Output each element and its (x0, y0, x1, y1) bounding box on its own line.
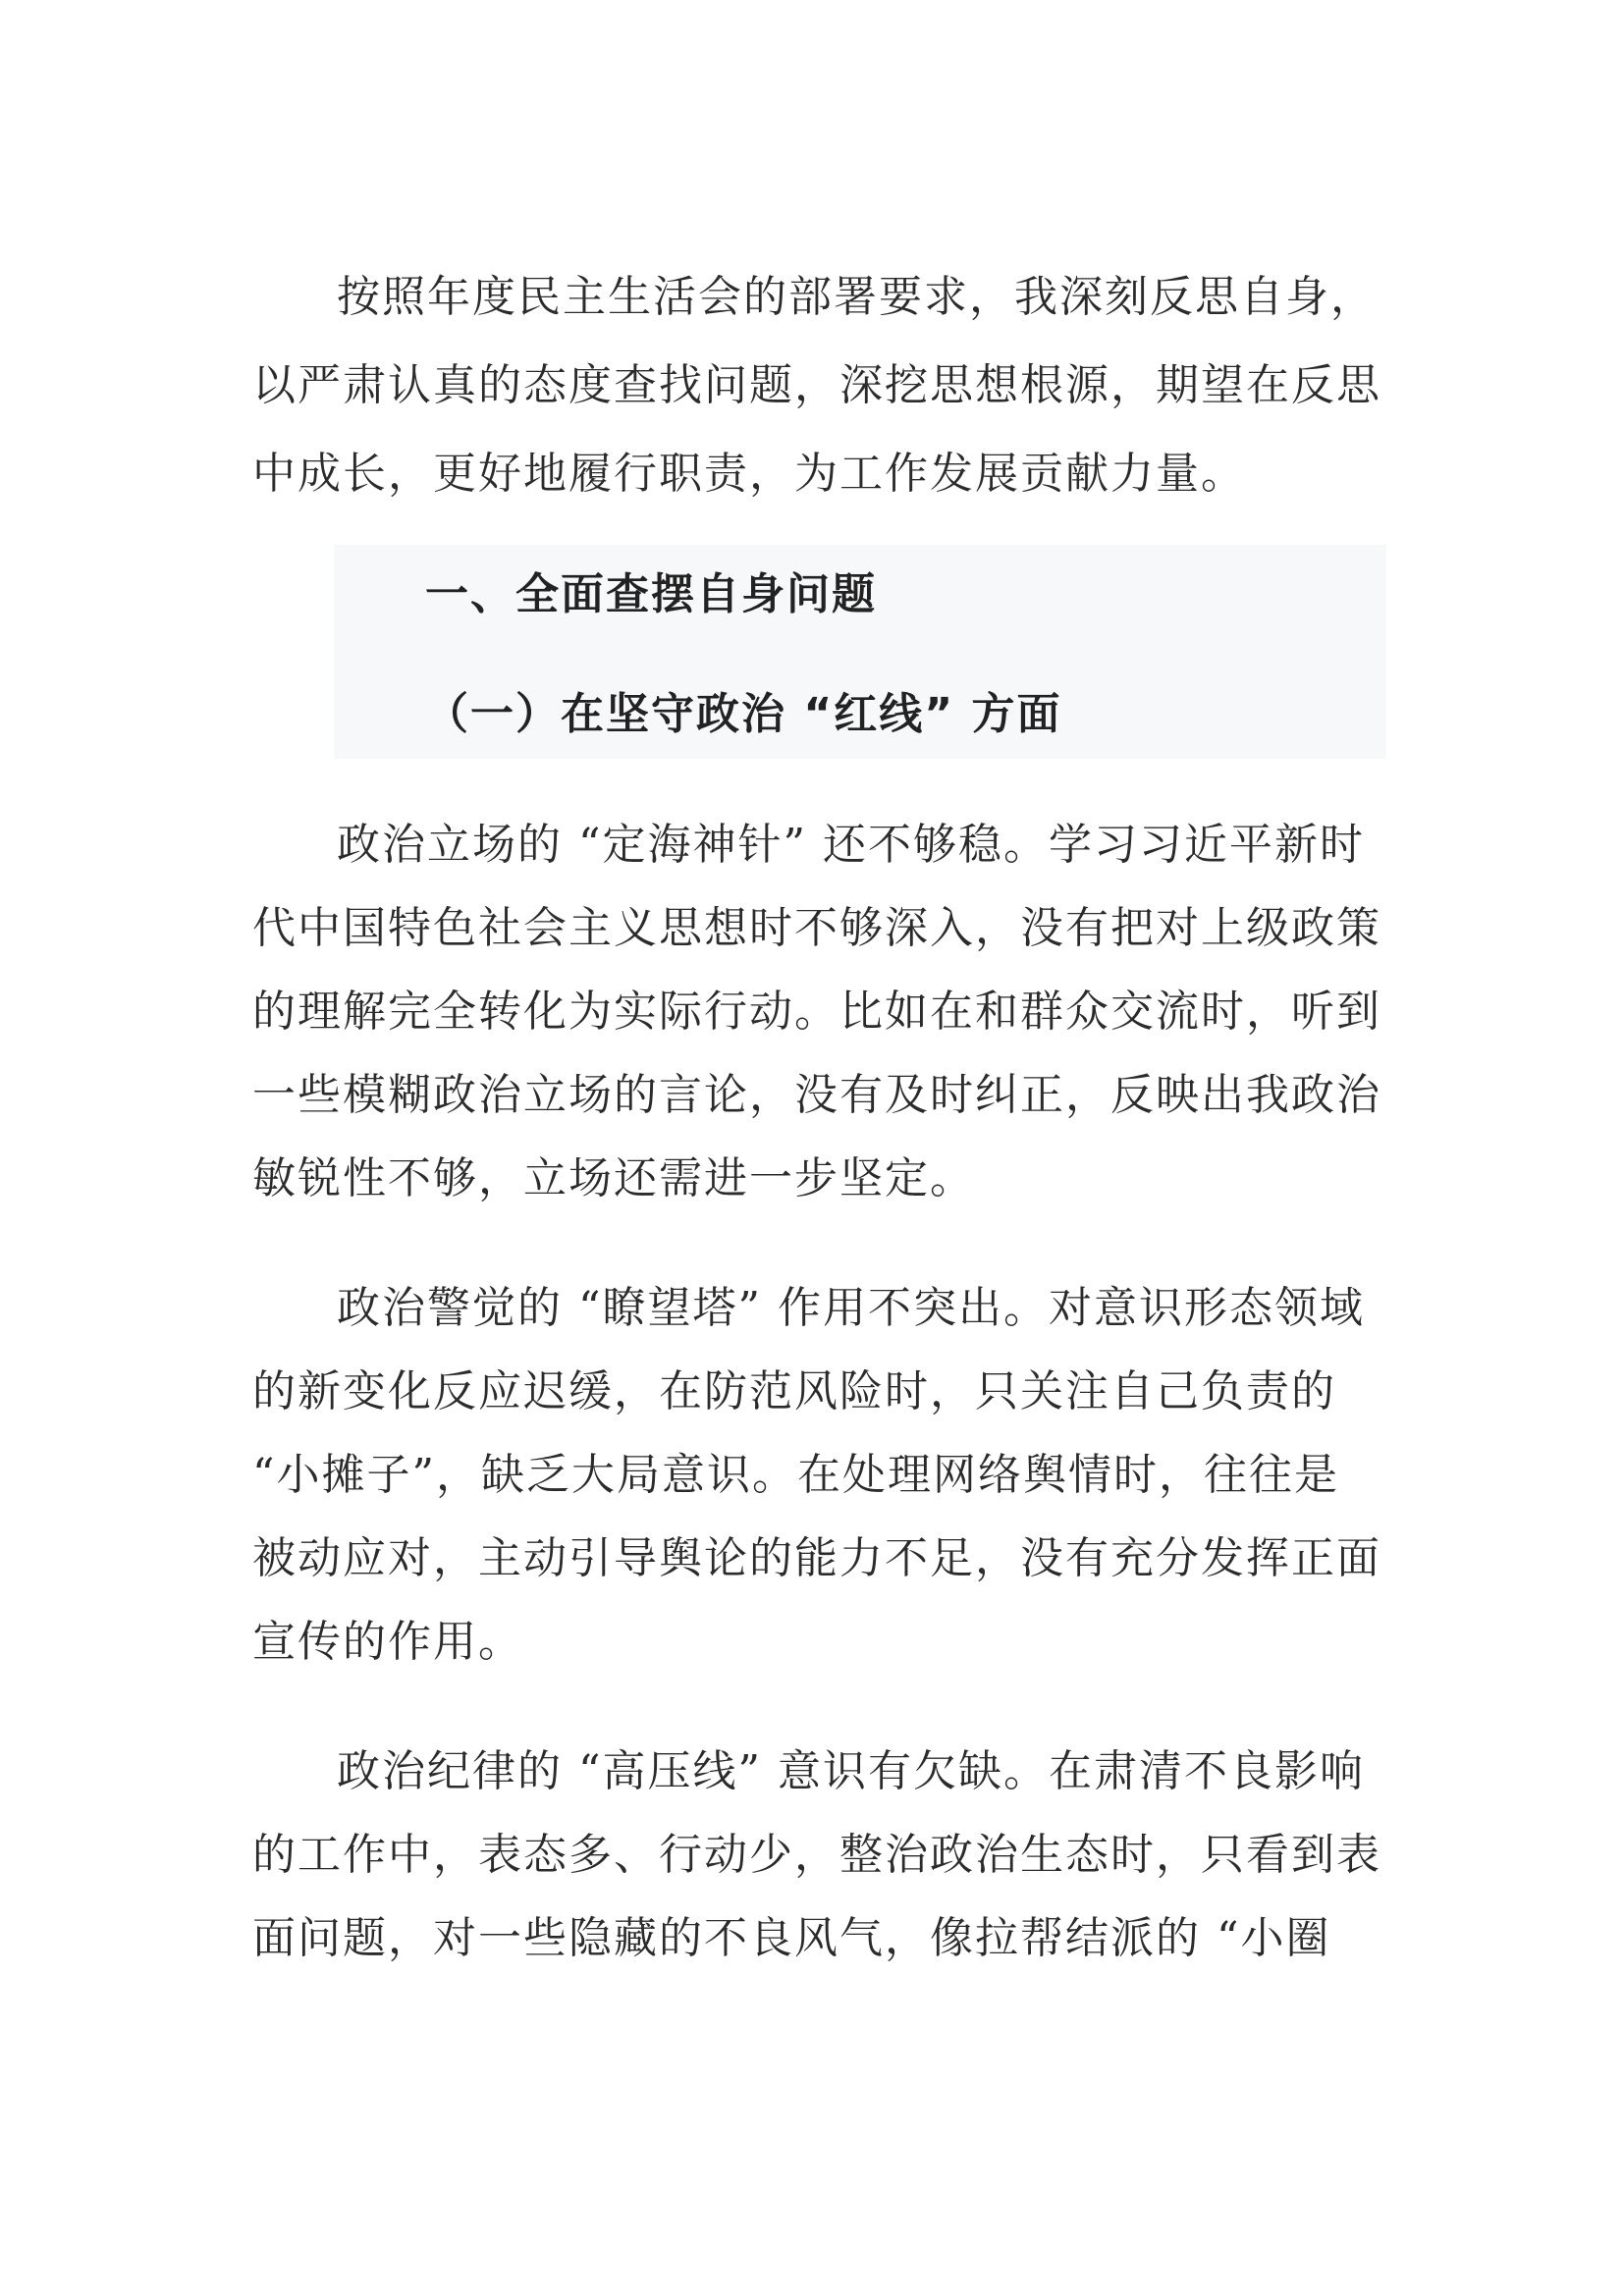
paragraph-2-line-1: 政治警觉的 “瞭望塔” 作用不突出。对意识形态领域 (337, 1283, 1365, 1333)
section-title: 一、全面查摆自身问题 (425, 569, 877, 619)
intro-line-2: 以严肃认真的态度查找问题，深挖思想根源，期望在反思 (252, 360, 1381, 410)
intro-line-3: 中成长，更好地履行职责，为工作发展贡献力量。 (252, 449, 1246, 499)
paragraph-1-line-3: 的理解完全转化为实际行动。比如在和群众交流时，听到 (252, 987, 1381, 1037)
paragraph-1-line-1: 政治立场的 “定海神针” 还不够稳。学习习近平新时 (337, 820, 1365, 870)
paragraph-2-line-2: 的新变化反应迟缓，在防范风险时，只关注自己负责的 (252, 1366, 1336, 1416)
paragraph-2-line-5: 宣传的作用。 (252, 1617, 523, 1667)
paragraph-3-line-1: 政治纪律的 “高压线” 意识有欠缺。在肃清不良影响 (337, 1746, 1365, 1796)
paragraph-1-line-2: 代中国特色社会主义思想时不够深入，没有把对上级政策 (252, 903, 1381, 953)
paragraph-3-line-2: 的工作中，表态多、行动少，整治政治生态时，只看到表 (252, 1830, 1381, 1880)
section-subtitle: （一）在坚守政治 “红线” 方面 (425, 689, 1062, 739)
paragraph-1-line-5: 敏锐性不够，立场还需进一步坚定。 (252, 1153, 975, 1203)
intro-line-1: 按照年度民主生活会的部署要求，我深刻反思自身， (337, 272, 1376, 322)
paragraph-1-line-4: 一些模糊政治立场的言论，没有及时纠正，反映出我政治 (252, 1070, 1381, 1120)
paragraph-3-line-3: 面问题，对一些隐藏的不良风气，像拉帮结派的 “小圈 (252, 1913, 1331, 1963)
paragraph-2-line-3: “小摊子”，缺乏大局意识。在处理网络舆情时，往往是 (252, 1450, 1339, 1500)
paragraph-2-line-4: 被动应对，主动引导舆论的能力不足，没有充分发挥正面 (252, 1533, 1381, 1583)
